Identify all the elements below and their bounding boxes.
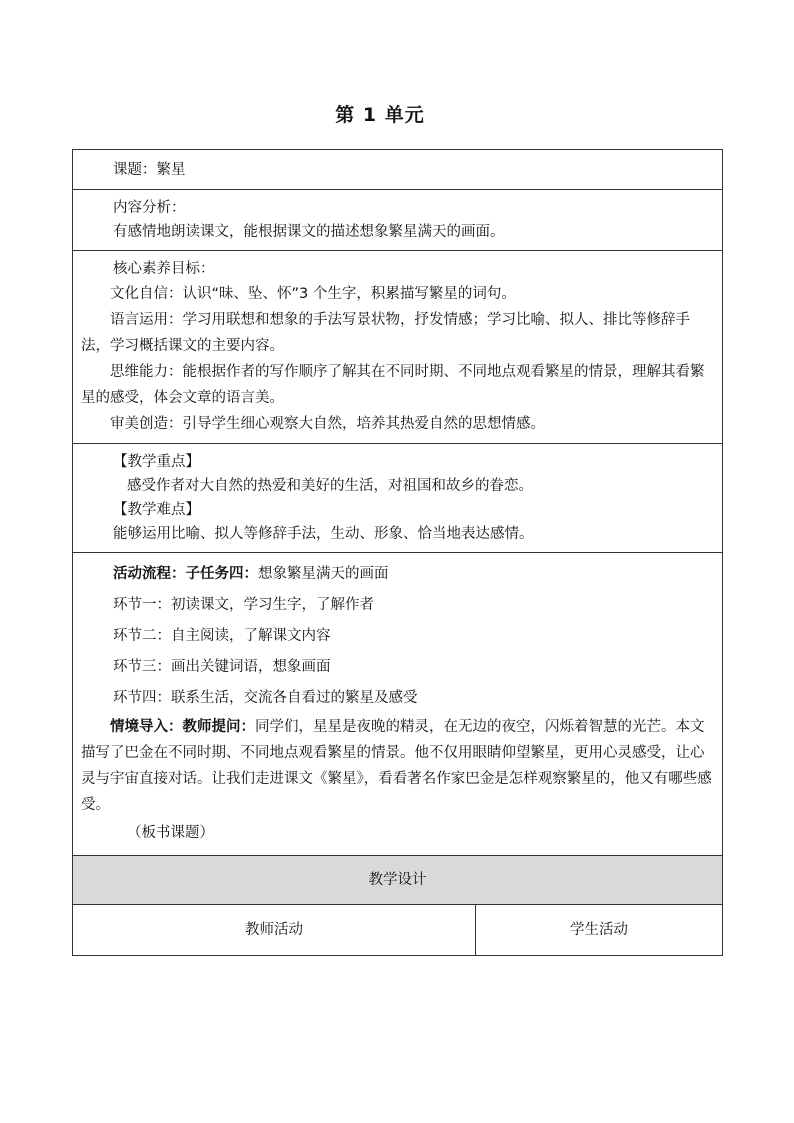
flow-step-2: 环节二：自主阅读，了解课文内容: [113, 628, 331, 644]
difficulties-text: 能够运用比喻、拟人等修辞手法，生动、形象、恰当地表达感情。: [113, 526, 534, 542]
student-activity-header: 学生活动: [476, 905, 723, 956]
page-title: 第 1 单元: [335, 104, 425, 126]
teaching-design-header: 教学设计: [73, 856, 723, 905]
activity-flow-header: [81, 559, 712, 590]
goal-thinking: 思维能力：能根据作者的写作顺序了解其在不同时期、不同地点观看繁星的情景，理解其看繁星的感受，体会文章的语言美。: [81, 364, 705, 406]
goal-language: 语言运用：学习用联想和想象的手法写景状物，抒发情感；学习比喻、拟人、排比等修辞手法，学习概括课文的主要内容。: [81, 312, 690, 354]
activity-columns-row: [73, 905, 723, 956]
activity-flow-label: 活动流程：子任务四：: [113, 566, 258, 582]
situation-intro-label: 情境导入：教师提问：: [110, 719, 255, 735]
content-analysis-row: [73, 190, 723, 251]
core-goals-cell: [73, 251, 723, 444]
content-analysis-text: 有感情地朗读课文，能根据课文的描述想象繁星满天的画面。: [113, 224, 505, 240]
core-goals-heading: 核心素养目标：: [113, 261, 215, 277]
lesson-title: 课题：繁星: [113, 162, 186, 178]
goal-aesthetic: 审美创造：引导学生细心观察大自然，培养其热爱自然的思想情感。: [110, 416, 545, 432]
flow-step-1: 环节一：初读课文，学习生字，了解作者: [113, 597, 374, 613]
core-goals-row: [73, 251, 723, 444]
flow-step-4: 环节四：联系生活，交流各自看过的繁星及感受: [113, 690, 418, 706]
difficulties-heading: 【教学难点】: [113, 502, 200, 518]
lesson-title-row: [73, 150, 723, 190]
teacher-activity-header: 教师活动: [73, 905, 476, 956]
teaching-design-row: [73, 856, 723, 905]
content-analysis-heading: 内容分析：: [113, 200, 186, 216]
key-points-text: 感受作者对大自然的热爱和美好的生活，对祖国和故乡的眷恋。: [127, 478, 533, 494]
board-note: （板书课题）: [127, 825, 214, 841]
activity-flow-task: 想象繁星满天的画面: [258, 566, 389, 582]
lesson-title-cell: [73, 150, 723, 190]
key-points-cell: [73, 444, 723, 553]
key-points-heading: 【教学重点】: [113, 454, 200, 470]
situation-intro-text: 同学们，星星是夜晚的精灵，在无边的夜空，闪烁着智慧的光芒。本文描写了巴金在不同时期、不同地点观看繁星的情景。他不仅用眼睛仰望繁星，更用心灵感受，让心灵与宇宙直接对话。让我们走进课文《繁星》，看看著名作家巴金是怎样观察繁星的，他又有哪些感受。: [81, 719, 712, 813]
goal-culture: 文化自信：认识“昧、坠、怀”3 个生字，积累描写繁星的词句。: [110, 286, 516, 302]
activity-flow-cell: [73, 553, 723, 856]
key-points-row: [73, 444, 723, 553]
content-analysis-cell: [73, 190, 723, 251]
lesson-plan-table: [72, 149, 723, 956]
flow-step-3: 环节三：画出关键词语，想象画面: [113, 659, 331, 675]
activity-flow-row: [73, 553, 723, 856]
situation-intro: [81, 714, 712, 818]
